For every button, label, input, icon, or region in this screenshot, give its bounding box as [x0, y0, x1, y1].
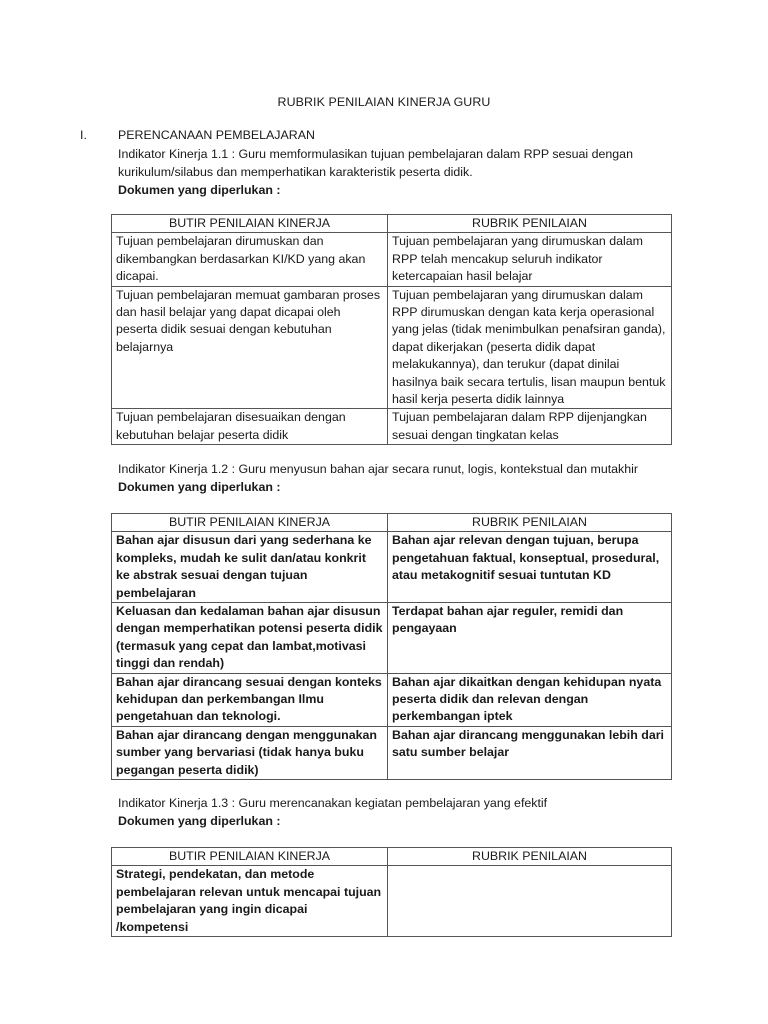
rubrik-cell: Terdapat bahan ajar reguler, remidi dan pengayaan — [388, 603, 672, 674]
required-docs-label: Dokumen yang diperlukan : — [118, 814, 281, 828]
indicator-text: Indikator Kinerja 1.1 : Guru memformulasikan tujuan pembelajaran dalam RPP sesuai dengan — [118, 147, 633, 161]
table-header-row — [112, 514, 672, 532]
rubrik-cell — [388, 866, 672, 937]
document-title: RUBRIK PENILAIAN KINERJA GURU — [277, 95, 491, 109]
section-title: PERENCANAAN PEMBELAJARAN — [118, 128, 315, 142]
butir-cell: Tujuan pembelajaran memuat gambaran proses dan hasil belajar yang dapat dicapai oleh peserta didik sesuai dengan kebutuhan belajarnya — [112, 286, 388, 409]
rubric-table-1-3 — [111, 847, 672, 937]
table-row — [112, 603, 672, 674]
rubrik-cell: Bahan ajar relevan dengan tujuan, berupa pengetahuan faktual, konseptual, prosedural, atau metakognitif sesuai tuntutan KD — [388, 532, 672, 603]
column-header-butir: BUTIR PENILAIAN KINERJA — [112, 215, 388, 233]
table-row — [112, 286, 672, 409]
rubrik-cell: Bahan ajar dirancang menggunakan lebih dari satu sumber belajar — [388, 726, 672, 779]
butir-cell: Bahan ajar dirancang sesuai dengan konteks kehidupan dan perkembangan Ilmu pengetahuan dan teknologi. — [112, 673, 388, 726]
column-header-butir: BUTIR PENILAIAN KINERJA — [112, 848, 388, 866]
table-header-row — [112, 848, 672, 866]
table-row — [112, 726, 672, 779]
butir-cell: Tujuan pembelajaran dirumuskan dan dikembangkan berdasarkan KI/KD yang akan dicapai. — [112, 233, 388, 286]
column-header-rubrik: RUBRIK PENILAIAN — [388, 848, 672, 866]
table-row — [112, 532, 672, 603]
rubric-table-1-1 — [111, 214, 672, 445]
rubrik-cell: Bahan ajar dikaitkan dengan kehidupan nyata peserta didik dan relevan dengan perkembangan iptek — [388, 673, 672, 726]
indicator-1-3 — [118, 794, 678, 830]
required-docs-label: Dokumen yang diperlukan : — [118, 480, 281, 494]
butir-cell: Bahan ajar disusun dari yang sederhana ke kompleks, mudah ke sulit dan/atau konkrit ke abstrak sesuai dengan tujuan pembelajaran — [112, 532, 388, 603]
butir-cell: Strategi, pendekatan, dan metode pembelajaran relevan untuk mencapai tujuan pembelajaran yang ingin dicapai /kompetensi — [112, 866, 388, 937]
butir-cell: Bahan ajar dirancang dengan menggunakan sumber yang bervariasi (tidak hanya buku pegangan peserta didik) — [112, 726, 388, 779]
indicator-1-2 — [118, 460, 678, 496]
table-row — [112, 673, 672, 726]
column-header-rubrik: RUBRIK PENILAIAN — [388, 215, 672, 233]
column-header-butir: BUTIR PENILAIAN KINERJA — [112, 514, 388, 532]
rubrik-cell: Tujuan pembelajaran yang dirumuskan dalam RPP dirumuskan dengan kata kerja operasional yang jelas (tidak menimbulkan penafsiran ganda), dapat dikerjakan (peserta didik dapat melakukannya), dan terukur (dapat dinilai hasilnya baik secara tertulis, lisan maupun bentuk hasil kerja peserta didik lainnya — [388, 286, 672, 409]
rubrik-cell: Tujuan pembelajaran yang dirumuskan dalam RPP telah mencakup seluruh indikator ketercapaian hasil belajar — [388, 233, 672, 286]
indicator-text: Indikator Kinerja 1.2 : Guru menyusun bahan ajar secara runut, logis, kontekstual dan mutakhir — [118, 462, 639, 476]
butir-cell: Tujuan pembelajaran disesuaikan dengan kebutuhan belajar peserta didik — [112, 409, 388, 445]
indicator-1-1 — [118, 145, 678, 199]
section-numeral: I. — [80, 128, 87, 142]
table-header-row — [112, 215, 672, 233]
butir-cell: Keluasan dan kedalaman bahan ajar disusun dengan memperhatikan potensi peserta didik (termasuk yang cepat dan lambat,motivasi tinggi dan rendah) — [112, 603, 388, 674]
table-row — [112, 409, 672, 445]
rubric-table-1-2 — [111, 513, 672, 780]
indicator-text: Indikator Kinerja 1.3 : Guru merencanakan kegiatan pembelajaran yang efektif — [118, 796, 548, 810]
required-docs-label: Dokumen yang diperlukan : — [118, 183, 281, 197]
rubrik-cell: Tujuan pembelajaran dalam RPP dijenjangkan sesuai dengan tingkatan kelas — [388, 409, 672, 445]
column-header-rubrik: RUBRIK PENILAIAN — [388, 514, 672, 532]
indicator-text-cont: kurikulum/silabus dan memperhatikan karakteristik peserta didik. — [118, 165, 473, 179]
table-row — [112, 866, 672, 937]
table-row — [112, 233, 672, 286]
